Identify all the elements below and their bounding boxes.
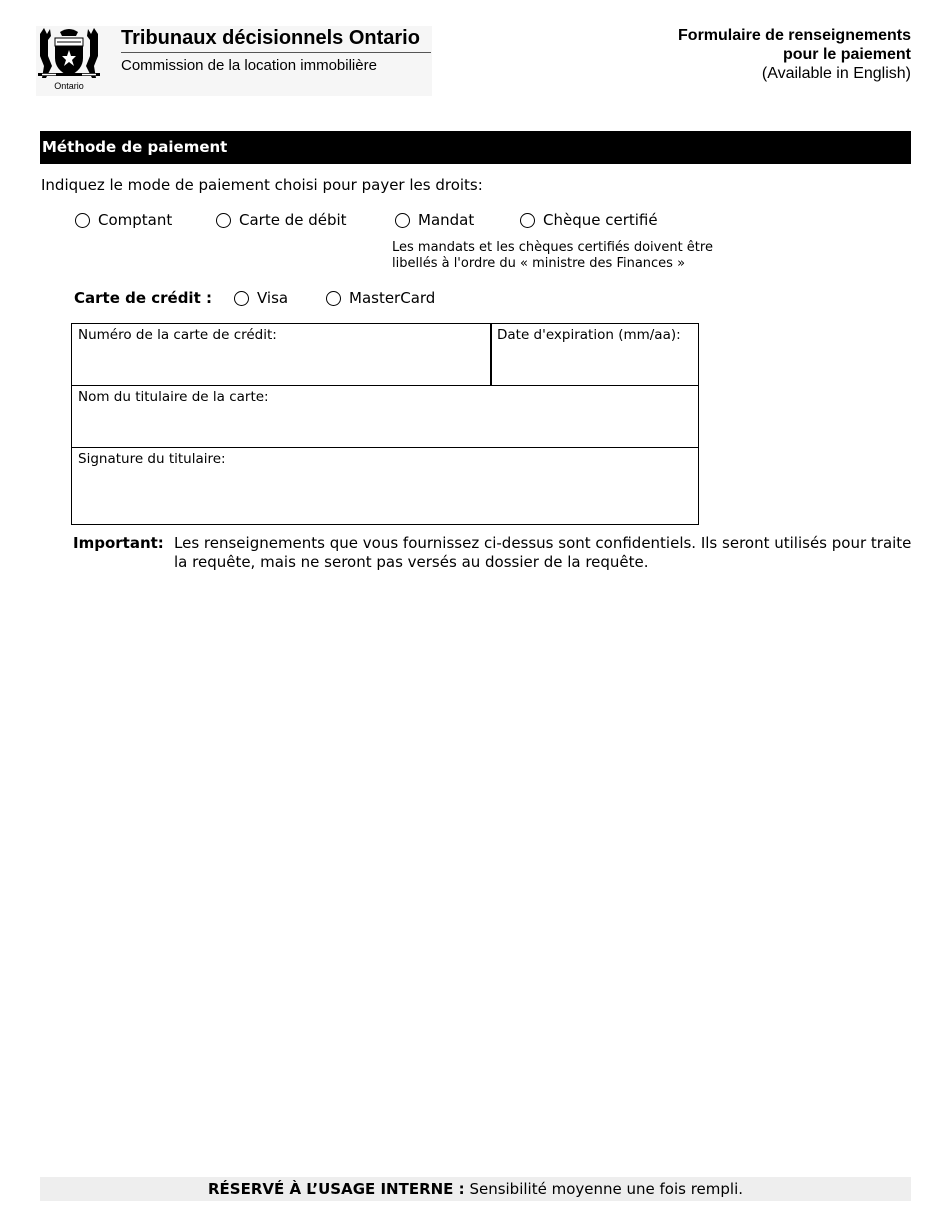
important-text: Les renseignements que vous fournissez ci-dessus sont confidentiels. Ils seront utilisés pour traite la requête, mais ne seront pas versés au dossier de la requête. <box>174 534 912 571</box>
signature-label: Signature du titulaire: <box>78 451 226 467</box>
header-divider <box>121 52 431 53</box>
money-order-note <box>392 240 772 272</box>
organization-subtitle: Commission de la location immobilière <box>121 57 377 74</box>
radio-certified-cheque[interactable] <box>520 211 658 229</box>
card-number-input[interactable] <box>78 355 485 379</box>
radio-circle-icon[interactable] <box>395 213 410 228</box>
radio-circle-icon[interactable] <box>75 213 90 228</box>
important-label: Important: <box>73 534 164 552</box>
footer-label: RÉSERVÉ À L’USAGE INTERNE : <box>207 1180 465 1198</box>
radio-mastercard-label: MasterCard <box>349 289 436 307</box>
important-notice <box>73 534 913 572</box>
expiry-date-label: Date d'expiration (mm/aa): <box>497 327 681 343</box>
radio-mastercard[interactable] <box>326 289 435 307</box>
radio-circle-icon[interactable] <box>216 213 231 228</box>
form-title <box>678 26 911 83</box>
signature-input[interactable] <box>78 494 692 518</box>
card-number-cell <box>71 323 492 386</box>
cardholder-name-cell <box>71 385 699 448</box>
radio-money-order-label: Mandat <box>418 211 475 229</box>
footer-text: Sensibilité moyenne une fois rempli. <box>469 1180 744 1198</box>
money-order-note-line1: Les mandats et les chèques certifiés doivent être <box>392 240 713 255</box>
radio-circle-icon[interactable] <box>520 213 535 228</box>
internal-use-footer <box>40 1177 911 1201</box>
radio-certified-cheque-label: Chèque certifié <box>543 211 658 229</box>
money-order-note-line2: libellés à l'ordre du « ministre des Finances » <box>392 256 686 271</box>
form-title-line2: pour le paiement <box>782 46 911 63</box>
radio-cash[interactable] <box>75 211 172 229</box>
section-header-payment-method: Méthode de paiement <box>40 131 911 164</box>
form-title-line3: (Available in English) <box>761 65 911 82</box>
radio-circle-icon[interactable] <box>234 291 249 306</box>
radio-debit-card[interactable] <box>216 211 347 229</box>
organization-title: Tribunaux décisionnels Ontario <box>121 27 420 49</box>
ontario-coat-of-arms-icon <box>36 26 102 82</box>
cardholder-name-label: Nom du titulaire de la carte: <box>78 389 269 405</box>
radio-cash-label: Comptant <box>98 211 173 229</box>
radio-circle-icon[interactable] <box>326 291 341 306</box>
radio-debit-card-label: Carte de débit <box>239 211 347 229</box>
form-title-line1: Formulaire de renseignements <box>678 27 911 44</box>
signature-cell <box>71 447 699 525</box>
credit-card-label: Carte de crédit : <box>74 289 212 307</box>
radio-visa[interactable] <box>234 289 288 307</box>
payment-instruction: Indiquez le mode de paiement choisi pour payer les droits: <box>41 176 483 194</box>
card-number-label: Numéro de la carte de crédit: <box>78 327 277 343</box>
radio-visa-label: Visa <box>257 289 289 307</box>
cardholder-name-input[interactable] <box>78 417 692 441</box>
radio-money-order[interactable] <box>395 211 474 229</box>
expiry-date-cell <box>490 323 699 386</box>
expiry-date-input[interactable] <box>497 355 692 379</box>
logo-ontario-text: Ontario <box>54 81 84 91</box>
